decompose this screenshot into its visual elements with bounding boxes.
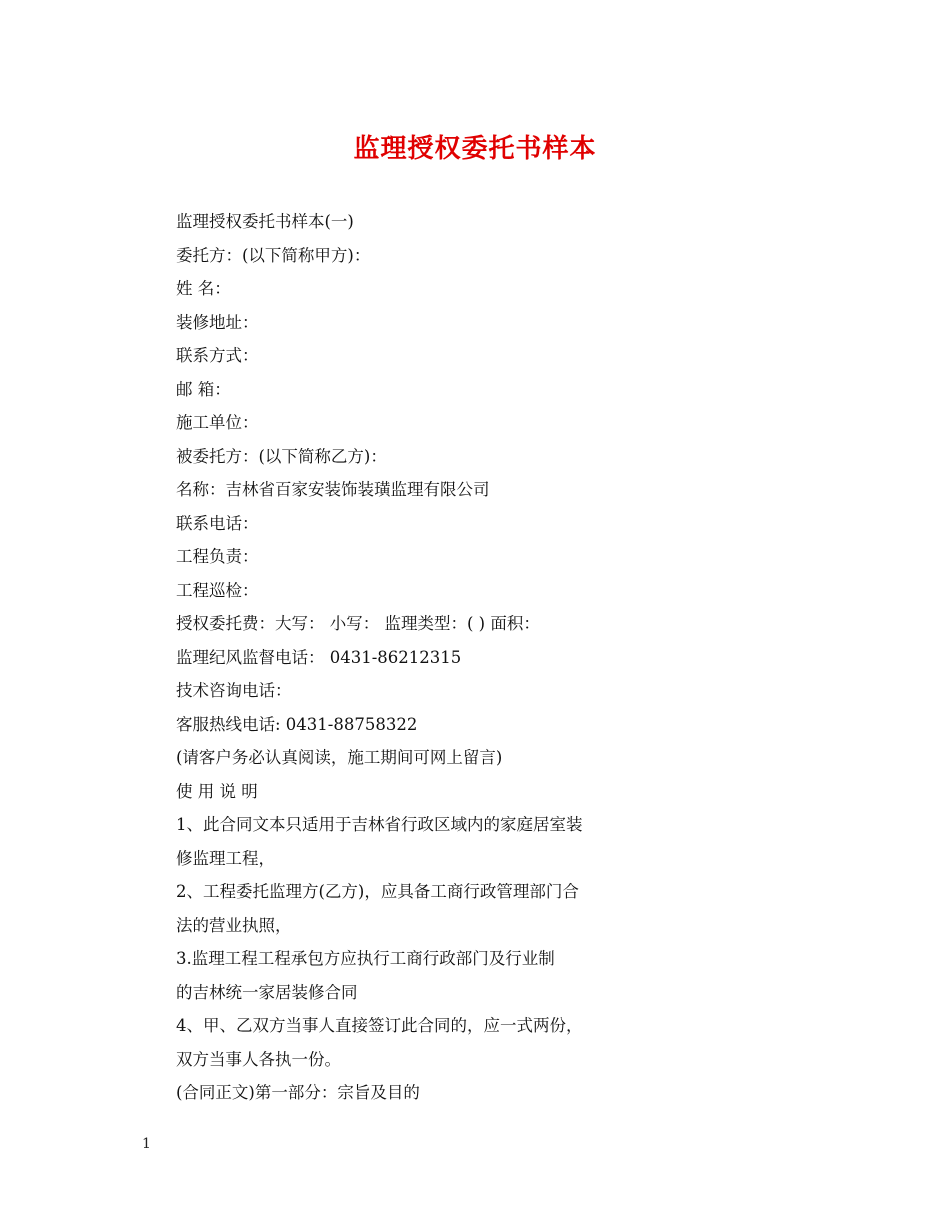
body-line: 3.监理工程工程承包方应执行工商行政部门及行业制	[176, 949, 555, 968]
body-line: 授权委托费：大写： 小写： 监理类型：( ) 面积：	[176, 614, 540, 633]
body-line: 双方当事人各执一份。	[176, 1049, 341, 1069]
body-line: 2、工程委托监理方(乙方)，应具备工商行政管理部门合	[176, 882, 579, 901]
body-line: 邮 箱：	[176, 379, 231, 399]
body-line: 工程负责：	[176, 547, 259, 566]
body-line: 监理授权委托书样本(一)	[176, 212, 354, 231]
body-line: 被委托方：(以下简称乙方)：	[176, 446, 387, 466]
body-line: 联系方式：	[176, 346, 259, 365]
body-line: 的吉林统一家居装修合同	[176, 982, 358, 1002]
document-body	[176, 205, 796, 1110]
page-number: 1	[142, 1136, 151, 1152]
body-line: (合同正文)第一部分：宗旨及目的	[176, 1083, 420, 1102]
body-line: 1、此合同文本只适用于吉林省行政区域内的家庭居室装	[176, 815, 583, 834]
body-line: 法的营业执照，	[176, 915, 292, 935]
body-line: 技术咨询电话：	[176, 681, 292, 700]
body-line: 修监理工程，	[176, 848, 275, 868]
body-line: 姓 名：	[176, 279, 231, 298]
body-line: 装修地址：	[176, 312, 259, 332]
body-line: 联系电话：	[176, 513, 259, 533]
body-line: 使 用 说 明	[176, 781, 258, 801]
body-line: 工程巡检：	[176, 580, 259, 600]
body-line: (请客户务必认真阅读，施工期间可网上留言)	[176, 748, 503, 767]
body-line: 委托方：(以下简称甲方)：	[176, 245, 371, 265]
body-line: 施工单位：	[176, 413, 259, 432]
document-title: 监理授权委托书样本	[353, 134, 597, 164]
body-line: 名称：吉林省百家安装饰装璜监理有限公司	[176, 480, 490, 499]
body-line: 客服热线电话: 0431-88758322	[176, 714, 418, 734]
body-line: 4、甲、乙双方当事人直接签订此合同的，应一式两份，	[176, 1016, 583, 1035]
body-line: 监理纪风监督电话： 0431-86212315	[176, 647, 462, 667]
